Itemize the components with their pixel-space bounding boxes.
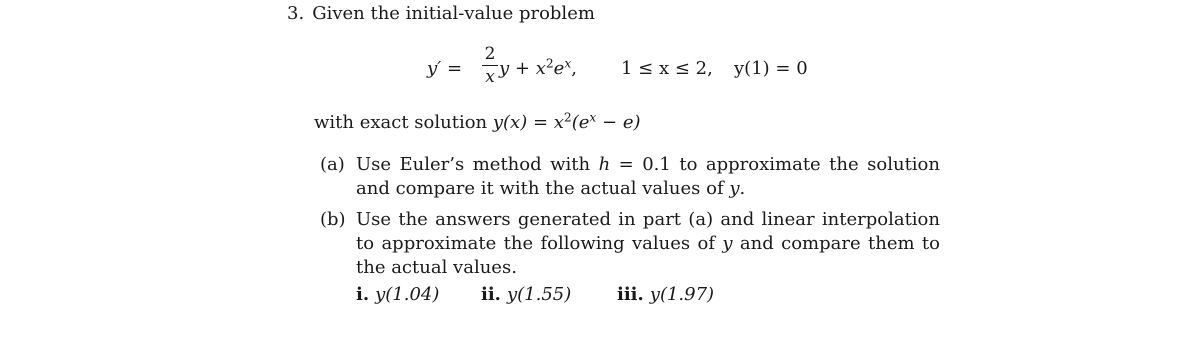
exact-sup2: x bbox=[589, 110, 597, 125]
problem-heading bbox=[287, 3, 595, 24]
subpart-ii bbox=[481, 284, 571, 305]
subpart-iii-expr: y(1.97) bbox=[649, 284, 715, 305]
rhs-exp-power: x bbox=[564, 56, 572, 71]
problem-heading-text: Given the initial-value problem bbox=[312, 3, 595, 24]
initial-condition: y(1) = 0 bbox=[734, 58, 808, 79]
fraction-denominator: x bbox=[485, 67, 495, 87]
fraction-bar bbox=[482, 65, 498, 66]
domain-condition: 1 ≤ x ≤ 2, bbox=[621, 58, 713, 79]
subpart-iii bbox=[617, 284, 714, 305]
exact-solution-line bbox=[314, 112, 641, 133]
rhs-exp-base: e bbox=[553, 58, 565, 79]
part-a-h: h bbox=[598, 154, 611, 175]
exact-formula-b: (e bbox=[571, 112, 590, 133]
equation-lhs: y′ = bbox=[427, 58, 463, 79]
problem-number: 3. bbox=[287, 3, 305, 24]
exact-formula-a: y(x) = x bbox=[492, 112, 564, 133]
exact-prefix: with exact solution bbox=[314, 112, 493, 133]
equation-fraction bbox=[482, 44, 498, 87]
part-b-y: y bbox=[722, 233, 733, 254]
subpart-ii-expr: y(1.55) bbox=[506, 284, 572, 305]
exact-sup1: 2 bbox=[563, 110, 572, 125]
part-b-text-1: Use the answers generated in part (a) and linear interpolation to approximate the following values of bbox=[356, 209, 940, 254]
part-a-text bbox=[356, 153, 940, 201]
subpart-ii-label: ii. bbox=[481, 284, 501, 305]
part-a-label: (a) bbox=[320, 154, 345, 175]
part-b-text-2: and compare them to the actual values. bbox=[356, 233, 940, 278]
rhs-part: y + x bbox=[499, 58, 546, 79]
subpart-i bbox=[356, 284, 439, 305]
subpart-iii-label: iii. bbox=[617, 284, 644, 305]
part-b-text bbox=[356, 208, 940, 280]
fraction-numerator: 2 bbox=[484, 44, 496, 64]
part-a-text-3: . bbox=[739, 178, 746, 199]
rhs-comma: , bbox=[571, 58, 577, 79]
equation-rhs bbox=[499, 58, 577, 79]
subpart-i-label: i. bbox=[356, 284, 370, 305]
part-a-y: y bbox=[729, 178, 740, 199]
part-b-label: (b) bbox=[320, 209, 346, 230]
rhs-exponent: 2 bbox=[545, 56, 554, 71]
subpart-i-expr: y(1.04) bbox=[375, 284, 440, 305]
part-a-text-2: = 0.1 to approximate the solution and compare it with the actual values of bbox=[356, 154, 940, 199]
part-a-text-1: Use Euler’s method with bbox=[356, 154, 599, 175]
part-b bbox=[320, 208, 940, 282]
exact-formula-c: − e) bbox=[596, 112, 641, 133]
part-a bbox=[320, 153, 940, 203]
